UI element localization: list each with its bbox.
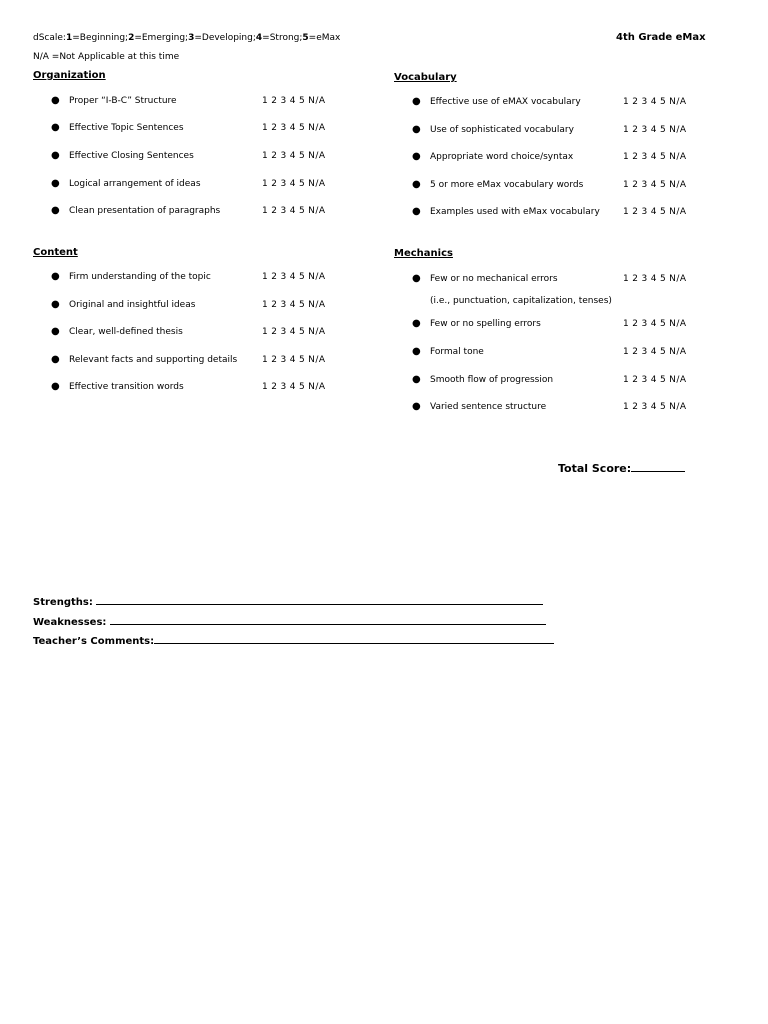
mechanics-note: (i.e., punctuation, capitalization, tenses) bbox=[430, 296, 612, 306]
scale-legend bbox=[33, 33, 340, 43]
total-score-label: Total Score: bbox=[558, 462, 632, 475]
score-options[interactable]: 1 2 3 4 5 N/A bbox=[623, 375, 687, 385]
rubric-item bbox=[51, 151, 351, 163]
bullet-icon: ● bbox=[51, 122, 60, 133]
bullet-icon: ● bbox=[51, 205, 60, 216]
score-options[interactable]: 1 2 3 4 5 N/A bbox=[262, 355, 326, 365]
score-options[interactable]: 1 2 3 4 5 N/A bbox=[623, 274, 687, 284]
item-label: Use of sophisticated vocabulary bbox=[430, 125, 574, 135]
organization-title: Organization bbox=[33, 70, 106, 81]
bullet-icon: ● bbox=[412, 124, 421, 135]
item-label: 5 or more eMax vocabulary words bbox=[430, 180, 584, 190]
score-options[interactable]: 1 2 3 4 5 N/A bbox=[262, 327, 326, 337]
rubric-item bbox=[412, 97, 712, 109]
strengths-label: Strengths: bbox=[33, 597, 93, 608]
mechanics-title: Mechanics bbox=[394, 248, 453, 259]
rubric-item bbox=[412, 180, 712, 192]
rubric-item bbox=[51, 96, 351, 108]
score-options[interactable]: 1 2 3 4 5 N/A bbox=[262, 179, 326, 189]
scale-prefix: dScale: bbox=[33, 33, 66, 43]
total-score-blank[interactable] bbox=[631, 461, 685, 472]
scale-num-2: 2 bbox=[128, 33, 135, 43]
bullet-icon: ● bbox=[412, 179, 421, 190]
weaknesses-line[interactable] bbox=[110, 615, 546, 625]
rubric-item bbox=[51, 123, 351, 135]
item-label: Effective use of eMAX vocabulary bbox=[430, 97, 581, 107]
scale-num-4: 4 bbox=[255, 33, 263, 43]
total-score bbox=[558, 461, 685, 475]
bullet-icon: ● bbox=[412, 151, 421, 162]
rubric-item bbox=[51, 272, 351, 284]
strengths-line[interactable] bbox=[96, 595, 543, 605]
scale-num-5: 5 bbox=[302, 33, 309, 43]
item-label: Logical arrangement of ideas bbox=[69, 179, 201, 189]
bullet-icon: ● bbox=[412, 401, 421, 412]
rubric-item bbox=[412, 207, 712, 219]
item-label: Proper “I-B-C” Structure bbox=[69, 96, 177, 106]
score-options[interactable]: 1 2 3 4 5 N/A bbox=[623, 97, 687, 107]
rubric-item bbox=[412, 125, 712, 137]
score-options[interactable]: 1 2 3 4 5 N/A bbox=[262, 123, 326, 133]
item-label: Effective Closing Sentences bbox=[69, 151, 194, 161]
scale-desc-1: =Beginning; bbox=[72, 33, 129, 43]
rubric-item bbox=[51, 300, 351, 312]
bullet-icon: ● bbox=[51, 354, 60, 365]
bullet-icon: ● bbox=[51, 178, 60, 189]
item-label: Clear, well-defined thesis bbox=[69, 327, 183, 337]
scale-desc-2: =Emerging; bbox=[134, 33, 189, 43]
item-label: Formal tone bbox=[430, 347, 484, 357]
bullet-icon: ● bbox=[51, 326, 60, 337]
item-label: Examples used with eMax vocabulary bbox=[430, 207, 600, 217]
item-label: Effective transition words bbox=[69, 382, 184, 392]
scale-num-1: 1 bbox=[65, 33, 73, 43]
score-options[interactable]: 1 2 3 4 5 N/A bbox=[623, 152, 687, 162]
comments-label: Teacher’s Comments: bbox=[33, 636, 155, 647]
bullet-icon: ● bbox=[412, 374, 421, 385]
content-title: Content bbox=[33, 247, 78, 258]
rubric-item bbox=[51, 327, 351, 339]
bullet-icon: ● bbox=[412, 318, 421, 329]
rubric-item bbox=[412, 347, 712, 359]
score-options[interactable]: 1 2 3 4 5 N/A bbox=[623, 319, 687, 329]
item-label: Relevant facts and supporting details bbox=[69, 355, 238, 365]
vocabulary-title: Vocabulary bbox=[394, 72, 457, 83]
grade-title: 4th Grade eMax bbox=[616, 32, 706, 43]
item-label: Few or no spelling errors bbox=[430, 319, 541, 329]
bullet-icon: ● bbox=[412, 96, 421, 107]
rubric-item bbox=[51, 355, 351, 367]
na-note: N/A =Not Applicable at this time bbox=[33, 52, 180, 62]
item-label: Smooth flow of progression bbox=[430, 375, 554, 385]
strengths-field bbox=[33, 595, 543, 608]
comments-field bbox=[33, 634, 554, 647]
scale-desc-4: =Strong; bbox=[262, 33, 303, 43]
score-options[interactable]: 1 2 3 4 5 N/A bbox=[623, 207, 687, 217]
score-options[interactable]: 1 2 3 4 5 N/A bbox=[623, 402, 687, 412]
item-label: Varied sentence structure bbox=[430, 402, 547, 412]
bullet-icon: ● bbox=[51, 299, 60, 310]
rubric-item bbox=[412, 274, 712, 286]
rubric-item bbox=[412, 319, 712, 331]
score-options[interactable]: 1 2 3 4 5 N/A bbox=[262, 96, 326, 106]
bullet-icon: ● bbox=[51, 95, 60, 106]
score-options[interactable]: 1 2 3 4 5 N/A bbox=[623, 180, 687, 190]
score-options[interactable]: 1 2 3 4 5 N/A bbox=[262, 272, 326, 282]
rubric-item bbox=[412, 152, 712, 164]
weaknesses-label: Weaknesses: bbox=[33, 617, 107, 628]
scale-desc-5: =eMax bbox=[308, 33, 341, 43]
weaknesses-field bbox=[33, 615, 546, 628]
item-label: Appropriate word choice/syntax bbox=[430, 152, 574, 162]
bullet-icon: ● bbox=[412, 206, 421, 217]
rubric-item bbox=[51, 206, 351, 218]
item-label: Clean presentation of paragraphs bbox=[69, 206, 221, 216]
bullet-icon: ● bbox=[51, 150, 60, 161]
score-options[interactable]: 1 2 3 4 5 N/A bbox=[262, 300, 326, 310]
score-options[interactable]: 1 2 3 4 5 N/A bbox=[623, 125, 687, 135]
score-options[interactable]: 1 2 3 4 5 N/A bbox=[262, 382, 326, 392]
score-options[interactable]: 1 2 3 4 5 N/A bbox=[262, 151, 326, 161]
score-options[interactable]: 1 2 3 4 5 N/A bbox=[262, 206, 326, 216]
rubric-item bbox=[412, 375, 712, 387]
rubric-item bbox=[51, 179, 351, 191]
scale-num-3: 3 bbox=[188, 33, 195, 43]
item-label: Effective Topic Sentences bbox=[69, 123, 184, 133]
bullet-icon: ● bbox=[412, 346, 421, 357]
bullet-icon: ● bbox=[412, 273, 421, 284]
rubric-item bbox=[412, 402, 712, 414]
bullet-icon: ● bbox=[51, 381, 60, 392]
item-label: Original and insightful ideas bbox=[69, 300, 196, 310]
comments-line[interactable] bbox=[154, 634, 554, 644]
scale-desc-3: =Developing; bbox=[194, 33, 256, 43]
item-label: Few or no mechanical errors bbox=[430, 274, 558, 284]
score-options[interactable]: 1 2 3 4 5 N/A bbox=[623, 347, 687, 357]
bullet-icon: ● bbox=[51, 271, 60, 282]
item-label: Firm understanding of the topic bbox=[69, 272, 211, 282]
rubric-item bbox=[51, 382, 351, 394]
